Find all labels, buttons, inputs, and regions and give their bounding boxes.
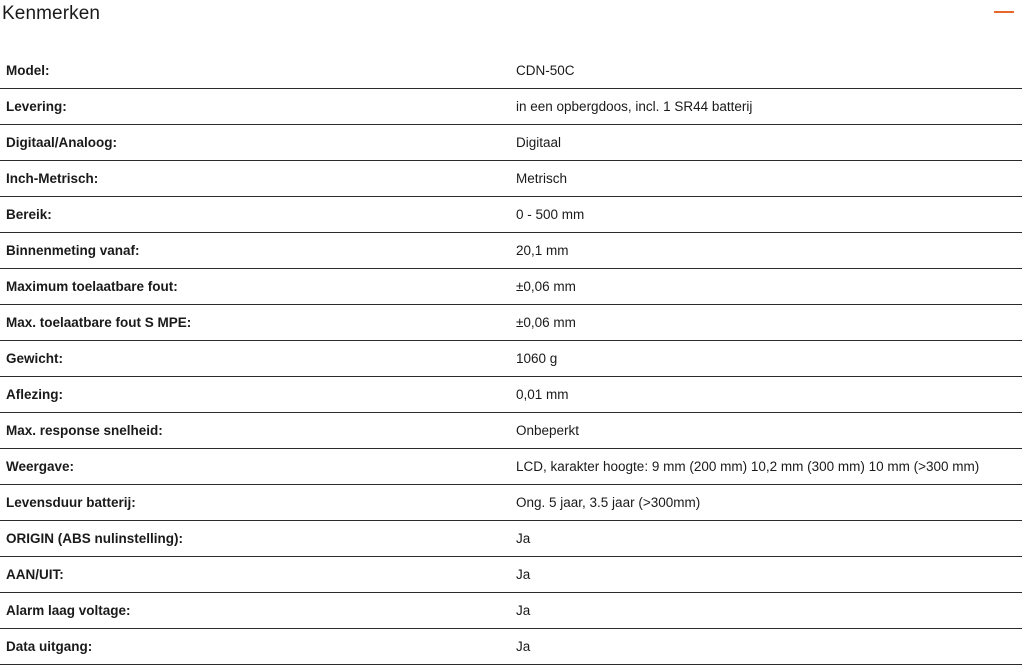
spec-label: Bereik: xyxy=(0,197,510,233)
table-row xyxy=(0,485,1022,521)
spec-label: Max. toelaatbare fout S MPE: xyxy=(0,305,510,341)
table-row xyxy=(0,341,1022,377)
table-row xyxy=(0,125,1022,161)
table-row xyxy=(0,593,1022,629)
table-row xyxy=(0,629,1022,665)
spec-value: CDN-50C xyxy=(510,53,1022,89)
spec-label: Aflezing: xyxy=(0,377,510,413)
collapse-toggle-button[interactable] xyxy=(994,3,1016,23)
table-row xyxy=(0,233,1022,269)
spec-label: ORIGIN (ABS nulinstelling): xyxy=(0,521,510,557)
spec-label: Inch-Metrisch: xyxy=(0,161,510,197)
table-row xyxy=(0,53,1022,89)
table-row xyxy=(0,89,1022,125)
spec-label: Maximum toelaatbare fout: xyxy=(0,269,510,305)
spec-value: 1060 g xyxy=(510,341,1022,377)
table-row xyxy=(0,449,1022,485)
table-row xyxy=(0,269,1022,305)
spec-value: Ong. 5 jaar, 3.5 jaar (>300mm) xyxy=(510,485,1022,521)
spec-label: Digitaal/Analoog: xyxy=(0,125,510,161)
table-row xyxy=(0,305,1022,341)
section-header xyxy=(0,0,1024,34)
minus-icon xyxy=(994,11,1014,13)
spec-label: Weergave: xyxy=(0,449,510,485)
spec-value: 0 - 500 mm xyxy=(510,197,1022,233)
spec-label: Binnenmeting vanaf: xyxy=(0,233,510,269)
spec-value: Digitaal xyxy=(510,125,1022,161)
spec-value: Metrisch xyxy=(510,161,1022,197)
table-row xyxy=(0,521,1022,557)
spec-value: LCD, karakter hoogte: 9 mm (200 mm) 10,2 mm (300 mm) 10 mm (>300 mm) xyxy=(510,449,1022,485)
spec-value: Ja xyxy=(510,593,1022,629)
spec-label: AAN/UIT: xyxy=(0,557,510,593)
spec-value: in een opbergdoos, incl. 1 SR44 batterij xyxy=(510,89,1022,125)
spec-label: Model: xyxy=(0,53,510,89)
table-row xyxy=(0,413,1022,449)
section-title: Kenmerken xyxy=(2,3,101,24)
spec-label: Max. response snelheid: xyxy=(0,413,510,449)
spec-value: Ja xyxy=(510,557,1022,593)
spec-value: 0,01 mm xyxy=(510,377,1022,413)
spec-label: Alarm laag voltage: xyxy=(0,593,510,629)
spec-value: ±0,06 mm xyxy=(510,305,1022,341)
spec-label: Levensduur batterij: xyxy=(0,485,510,521)
table-row xyxy=(0,197,1022,233)
spec-value: Onbeperkt xyxy=(510,413,1022,449)
table-row xyxy=(0,557,1022,593)
table-row xyxy=(0,377,1022,413)
spec-label: Data uitgang: xyxy=(0,629,510,665)
spec-label: Gewicht: xyxy=(0,341,510,377)
spec-value: ±0,06 mm xyxy=(510,269,1022,305)
spec-value: Ja xyxy=(510,629,1022,665)
spec-label: Levering: xyxy=(0,89,510,125)
specifications-table xyxy=(0,53,1022,665)
spec-value: 20,1 mm xyxy=(510,233,1022,269)
spec-value: Ja xyxy=(510,521,1022,557)
table-row xyxy=(0,161,1022,197)
